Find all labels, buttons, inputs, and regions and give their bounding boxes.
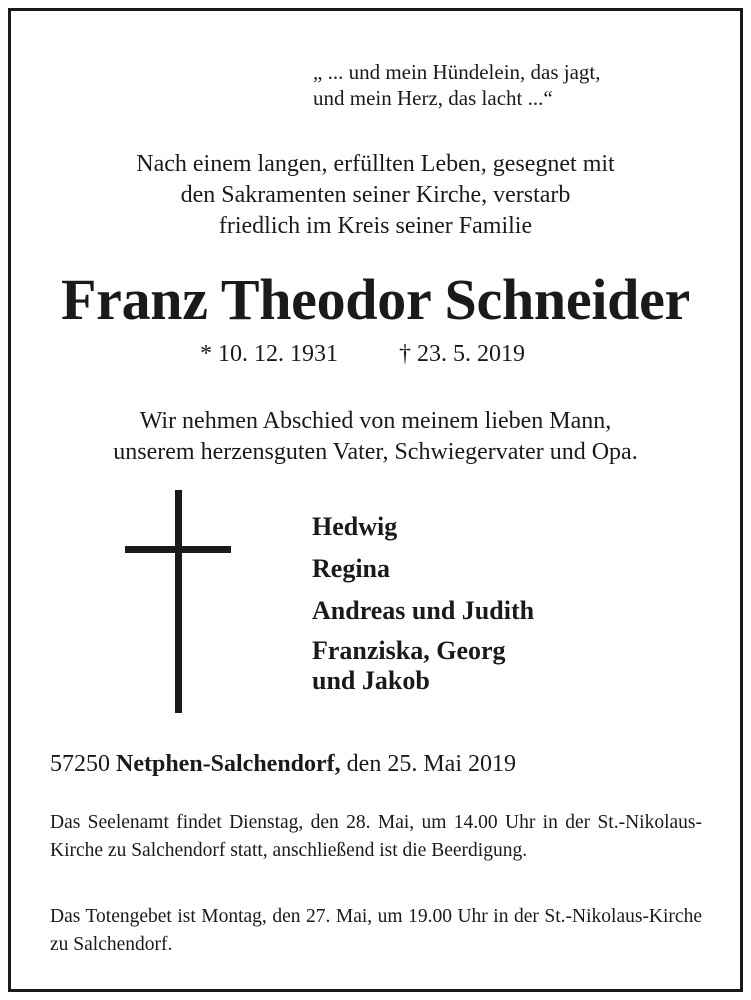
cross-horizontal-bar: [125, 546, 231, 553]
farewell-line: Wir nehmen Abschied von meinem lieben Mann,: [139, 408, 612, 434]
postcode: 57250: [50, 751, 110, 777]
intro-text: [11, 149, 740, 242]
place-date: den 25. Mai 2019: [346, 751, 516, 777]
place-date-line: [50, 751, 516, 778]
town-name: Netphen-Salchendorf,: [116, 751, 341, 777]
birth-date: * 10. 12. 1931: [200, 341, 338, 367]
obituary-notice: [8, 8, 743, 992]
intro-line: den Sakramenten seiner Kirche, verstarb: [180, 182, 571, 208]
requiem-notice: Das Seelenamt findet Dienstag, den 28. Mai, um 14.00 Uhr in der St.-Nikolaus-Kirche zu Salchendorf statt, anschließend ist die Beerdigung.: [50, 812, 702, 861]
quote-line: und mein Herz, das lacht ...“: [313, 86, 553, 110]
mourner-name: [312, 636, 534, 696]
mourners-list: [312, 506, 534, 696]
prayer-notice: Das Totengebet ist Montag, den 27. Mai, um 19.00 Uhr in der St.-Nikolaus-Kirche zu Salchendorf.: [50, 906, 702, 955]
mourner-name: Regina: [312, 554, 390, 583]
quote-line: „ ... und mein Hündelein, das jagt,: [313, 60, 601, 84]
cross-vertical-bar: [175, 490, 182, 713]
mourner-name-line: Franziska, Georg: [312, 636, 506, 665]
farewell-line: unserem herzensguten Vater, Schwiegervater und Opa.: [113, 439, 638, 465]
epigraph-quote: [313, 59, 601, 111]
mourner-name: Andreas und Judith: [312, 596, 535, 625]
intro-line: friedlich im Kreis seiner Familie: [218, 213, 533, 239]
intro-line: Nach einem langen, erfüllten Leben, gesegnet mit: [136, 151, 615, 177]
farewell-text: [11, 406, 740, 468]
death-date: † 23. 5. 2019: [399, 341, 525, 367]
mourner-name: Hedwig: [312, 512, 398, 541]
deceased-name: Franz Theodor Schneider: [61, 267, 690, 332]
mourner-name-line: und Jakob: [312, 666, 430, 695]
